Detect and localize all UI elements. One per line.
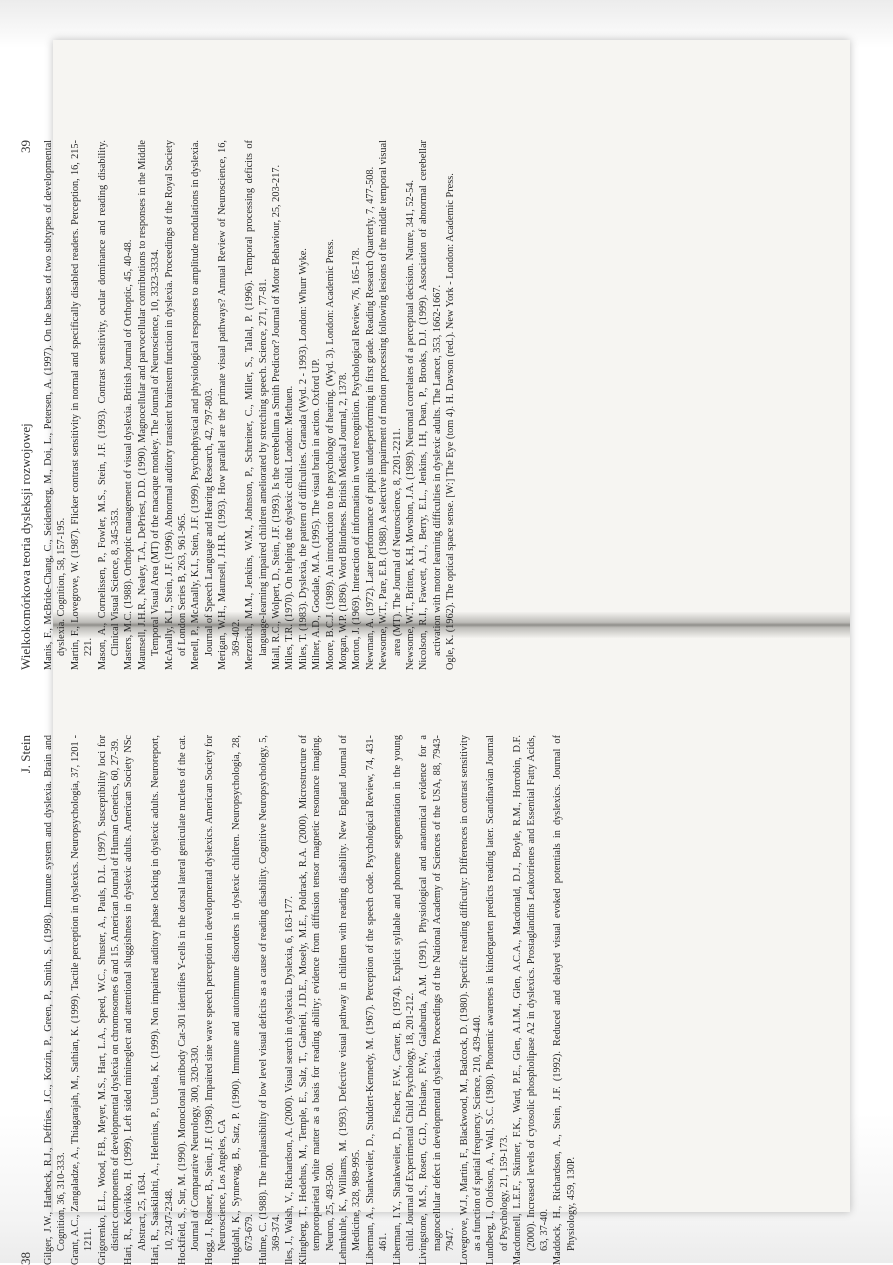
reference-entry: McAnally, K.I., Stein, J.F. (1996). Abnormal auditory transient brainstem function in dyslexia. Proceedings of the Royal Society of London Series B, 263, 961-965.: [163, 140, 189, 670]
page-number: 39: [18, 140, 33, 153]
reference-entry: Milner, A.D., Goodale, M.A. (1995). The visual brain in action. Oxford UP.: [311, 358, 323, 670]
reference-entry: Mason, A., Cornelissen, P., Fowler, M.S., Stein, J.F. (1993). Contrast sensitivity, ocular dominance and reading disability. Clinical Visual Science, 8, 345-353.: [96, 140, 122, 670]
reference-entry: Hari, R., Koivikko, H. (1999). Left sided minineglect and attentional sluggishness in dyslexic adults. American Society NSc Abstract, 25, 1634.: [123, 735, 148, 1265]
reference-entry: Lovegrove, W.J., Martin, F., Blackwood, M., Badcock, D. (1980). Specific reading difficulty: Differences in contrast sensitivity as a function of spatial frequency. Science, 210, 439-440.: [458, 735, 483, 1265]
reference-entry: Miall, R.C., Wolpert, D., Stein, J.F. (1993). Is the cerebellum a Smith Predictor? Journal of Motor Behaviour, 25, 203-217.: [270, 164, 282, 670]
page-header: [18, 735, 34, 1265]
reference-entry: Merzenich, M.M., Jenkins, W.M., Johnston, P., Schreiner, C., Miller, S., Tallal, P. (1996). Temporal processing deficits of language-learning impaired children ameliorated by stretching speech. Science, 271, 77-81.: [244, 140, 269, 670]
page-38: [18, 735, 778, 1265]
reference-entry: Hugdahl, K., Synnevag, B., Satz, P. (1990). Immune and autoimmune disorders in dyslexic children. Neuropsychologia, 28, 673-679.: [230, 735, 256, 1265]
reference-entry: Menell, P., McAnally, K.I., Stein, J.F. (1999). Psychophysical and physiological responses to amplitude modulations in dyslexia. Journal of Speech Language and Hearing Research, 42, 797-803.: [190, 140, 215, 670]
reference-entry: Liberman, A., Shankweiler, D., Studdert-Kennedy, M. (1967). Perception of the speech code. Psychological Review, 74, 431-461.: [364, 735, 390, 1265]
reference-entry: Masters, M.C. (1988). Orthoptic management of visual dyslexia. British Journal of Orthoptic, 45, 40-48.: [123, 239, 135, 670]
reference-entry: Miles, T.R. (1970). On helping the dyslexic child. London: Methuen.: [284, 385, 296, 670]
reference-entry: Manis, F., McBride-Chang, C., Seidenberg, M., Doi, L., Petersen, A. (1997). On the bases of two subtypes of developmental dyslexia. Cognition, 58, 157-195.: [43, 140, 68, 670]
reference-entry: Iles, J., Walsh, V., Richardson, A. (2000). Visual search in dyslexia. Dyslexia, 6, 163-177.: [284, 895, 296, 1265]
reference-entry: Miles, T. (1983). Dyslexia, the pattern of difficulties. Granada (Wyd. 2 - 1993). London: Whurr Wyke.: [297, 248, 309, 670]
reference-entry: Liberman, I.Y., Shankweiler, D., Fischer, F.W., Carter, B. (1974). Explicit syllable and phoneme segmentation in the young child. Journal of Experimental Child Psychology, 18, 201-212.: [391, 735, 416, 1265]
reference-entry: Ogle, K. (1962). The optical space sense. [W:] The Eye (tom 4). H. Davson (red.). New York - London: Academic Press.: [445, 173, 457, 670]
reference-entry: Hulme, C. (1988). The implausibility of low level visual deficits as a cause of reading disability. Cognitive Neuropsychology, 5, 369-374.: [257, 735, 282, 1265]
page-header: [18, 140, 34, 670]
reference-list: [42, 140, 458, 670]
reference-entry: Hockfield, S., Sur, M. (1990). Monoclonal antibody Cat-301 identifies Y-cells in the dorsal lateral geniculate nucleus of the cat. Journal of Comparative Neurology, 300, 320-330.: [177, 735, 202, 1265]
reference-entry: Maddock, H., Richardson, A., Stein, J.F. (1992). Reduced and delayed visual evoked potentials in dyslexics. Journal of Physiology, 459, 130P.: [552, 735, 577, 1265]
reference-list: [42, 735, 578, 1265]
reference-entry: Merigan, W.H., Maunsell, J.H.R. (1993). How parallel are the primate visual pathways? Annual Review of Neuroscience, 16, 369-402.: [217, 140, 242, 670]
reference-entry: Martin, F., Lovegrove, W. (1987). Flicker contrast sensitivity in normal and specifically disabled readers. Perception, 16, 215-221.: [69, 140, 95, 670]
reference-entry: Newman, A. (1972). Later performance of pupils underperforming in first grade. Reading Research Quarterly, 7, 477-508.: [364, 166, 376, 670]
page-39: [18, 140, 778, 670]
page-number: 38: [18, 1252, 33, 1265]
reference-entry: Hari, R., Saaskilahti, A., Helenius, P., Uutela, K. (1999). Non impaired auditory phase locking in dyslexic adults. Neuroreport, 10, 2347-2348.: [150, 735, 175, 1265]
reference-entry: Morgan, W.P. (1896). Word Blindness. British Medical Journal, 2, 1378.: [337, 372, 349, 670]
reference-entry: Grigorenko, E.L., Wood, F.B., Meyer, M.S., Hart, L.A., Speed, W.C., Shuster, A., Pauls, D.L. (1997). Susceptibility loci for distinct components of developmental dyslexia on chromosomes 6 and 15. American Journal of Human Genetics, 60, 27-39.: [96, 735, 122, 1265]
reference-entry: Gilger, J.W., Harbeck, R.J., Deffries, J.C., Kotzin, P., Green, P., Smith, S. (1998). Immune system and dyslexia. Brain and Cognition, 36, 310-333.: [43, 735, 68, 1265]
reference-entry: Lundberg, I., Olofsson, A., Wall, S.C. (1980). Phonemic awarenes in kindergarten predicts reading later. Scandinavian Journal of Psychology, 21, 159-173.: [485, 735, 510, 1265]
reference-entry: Klingberg, T., Hedehus, M., Temple, E., Salz, T., Gabrieli, J.D.E., Mosely, M.E., Poldrack, R.A. (2000). Microstructure of temporoparietal white matter as a basis for reading ability; evidence from diffusion tensor magnetic resonance imaging. Neuron, 25, 493-500.: [297, 735, 336, 1265]
reference-entry: Newsome, W.T., Pare, E.B. (1988). A selective impairment of motion processing following lesions of the middle temporal visual area (MT). The Journal of Neuroscience, 8, 2201-2211.: [378, 140, 403, 670]
reference-entry: Macdonnell, L.E.F., Skinner, F.K., Ward, P.E., Glen, A.I.M., Glen, A.C.A., Macdonald, D.J., Boyle, R.M., Horrobin, D.F. (2000). Increased levels of cytosolic phospholipase A2 in dyslexics. Prostaglandins Leukotrienes and Essential Fatty Acids, 63, 37-40.: [512, 735, 551, 1265]
reference-entry: Grant, A.C., Zangaladze, A., Thiagarajah, M., Sathian, K. (1999). Tactile perception in dyslexics. Neuropsychologia, 37, 1201 - 1211.: [69, 735, 95, 1265]
running-head: J. Stein: [18, 735, 33, 774]
reference-entry: Lehmkuhle, K., Williams, M. (1993). Defective visual pathway in children with reading disability. New England Journal of Medicine, 328, 989-995.: [337, 735, 363, 1265]
reference-entry: Livingstone, M.S., Rosen, G.D., Drislane, F.W., Galaburda, A.M. (1991). Physiological and anatomical evidence for a magnocellular defect in developmental dyslexia. Proceedings of the National Academy of Sciences of the USA, 88, 7943-7947.: [418, 735, 457, 1265]
running-head: Wielkokomórkowa teoria dysleksji rozwojowej: [18, 423, 33, 670]
reference-entry: Moore, B.C.J. (1989). An introduction to the psychology of hearing. (Wyd. 3). London: Academic Press.: [324, 239, 336, 670]
reference-entry: Maunsell, J.H.R., Nealey, T.A., DePriest, D.D. (1990). Magnocellular and parvocellular contributions to responses in the Middle Temporal Visual Area (MT) of the macaque monkey. The Journal of Neuroscience, 10, 3323-3334.: [136, 140, 162, 670]
reference-entry: Newsome, W.T., Britten, K.H, Movshon, J.A. (1989). Neuronal correlates of a perceptual decision. Nature, 341, 52-54.: [404, 180, 416, 670]
reference-entry: Nicolson, R.I., Fawcett, A.J., Berry, E.L., Jenkins, I.H, Dean, P., Brooks, D.J. (1999). Association of abnormal cerebellar activation with motor learning difficulties in dyslexic adults. The Lancet, 353, 1662-1667.: [418, 140, 443, 670]
reference-entry: Morton, J. (1969). Interaction of information in word recognition. Psychological Review, 76, 165-178.: [351, 247, 363, 670]
reference-entry: Hogg, J., Rosner, B., Stein, J.F. (1998). Impaired sine wave speech perception in developmental dyslexics. American Society for Neuroscience, Los Angeles, CA: [203, 735, 229, 1265]
